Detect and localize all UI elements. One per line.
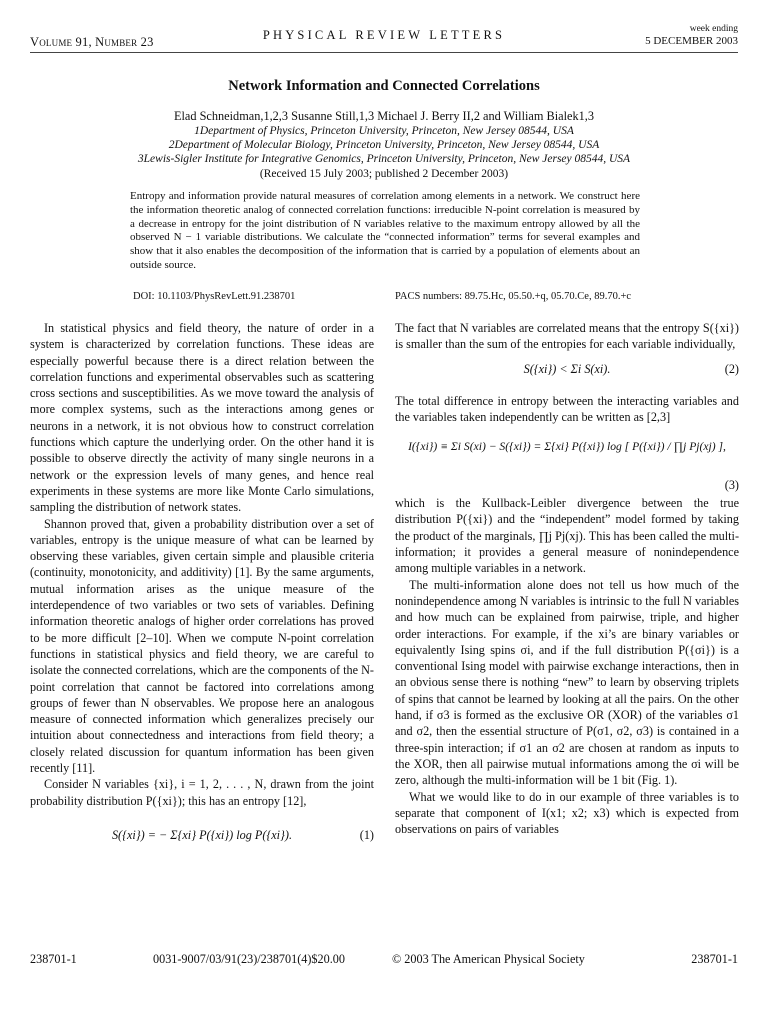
paragraph: The multi-information alone does not tell us how much of the nonindependence among N variables is intrinsic to the full N variables and how much can be explained from pairwise, triple, and higher order interactions. For example, if the xi’s are binary variables or equivalently Ising spins σi, and if the full distribution P({σi}) is a conventional Ising model with pairwise exchange interactions, then in an obvious sense there is nothing “new” to learn by observing triplets of spins that cannot be learned by looking at all the pairs. On the other hand, if σ3 is formed as the exclusive OR (XOR) of the variables σ1 and σ2, then the essential structure of P(σ1, σ2, σ3) is contained in a three-spin interaction; if σ1 an σ2 are chosen at random as inputs to the XOR, then all pairwise mutual informations among the σi will be zero, although the multi-information will be 1 bit (Fig. 1). xyxy=(395,577,739,788)
issue-date xyxy=(645,23,738,47)
right-column xyxy=(395,320,739,837)
journal-name: PHYSICAL REVIEW LETTERS xyxy=(262,28,506,42)
abstract: Entropy and information provide natural measures of correlation among elements in a network. We construct here the information theoretic analog of connected correlation functions: irreducible N-point correlation is measured by a decrease in entropy for the joint distribution of N variables relative to the maximum entropy allowed by all the observed N − 1 variable distributions. We calculate the “connected information” terms for several examples and show that it also enables the decomposition of the information that is carried by a population of elements about an outside source. xyxy=(130,190,640,271)
author-list: Elad Schneidman,1,2,3 Susanne Still,1,3 Michael J. Berry II,2 and William Bialek1,3 xyxy=(173,109,595,123)
equation-1-body: S({xi}) = − Σ{xi} P({xi}) log P({xi}). xyxy=(111,827,293,842)
pacs-numbers: PACS numbers: 89.75.Hc, 05.50.+q, 05.70.Ce, 89.70.+c xyxy=(395,291,632,302)
paragraph: Consider N variables {xi}, i = 1, 2, . . . , N, drawn from the joint probability distribution P({xi}); this has an entropy [12], xyxy=(30,777,374,808)
volume-number: Volume 91, Number 23 xyxy=(30,35,154,49)
affiliation-3: 3Lewis-Sigler Institute for Integrative Genomics, Princeton University, Princeton, New Jersey 08544, USA xyxy=(137,153,631,165)
paper-title: Network Information and Connected Correlations xyxy=(228,78,540,94)
week-ending-label: week ending xyxy=(689,24,738,34)
doi: DOI: 10.1103/PhysRevLett.91.238701 xyxy=(133,291,296,302)
affiliation-2: 2Department of Molecular Biology, Princeton University, Princeton, New Jersey 08544, USA xyxy=(168,139,600,151)
paragraph: The total difference in entropy between the interacting variables and the variables taken independently can be written as [2,3] xyxy=(395,393,739,424)
paragraph: In statistical physics and field theory, the nature of order in a system is characterized by correlation functions. These ideas are especially powerful because there is a direct relation between the correlation functions and experimental observables such as scattering cross sections and susceptibilities. As we move toward the analysis of more complex systems, such as the interactions among genes or neurons in a network, it is not obvious how to construct correlation functions which capture the underlying order. On the other hand it is possible to observe directly the activity of many single neurons in a network or the expression levels of many genes, and hence real experiments in these systems are more like Monte Carlo simulations, sampling the distribution of network states. xyxy=(30,321,374,515)
paragraph: What we would like to do in our example of three variables is to separate that component of I(x1; x2; x3) which is expected from observations on pairs of variables xyxy=(395,789,739,837)
equation-3-number: (3) xyxy=(724,478,739,493)
equation-1 xyxy=(30,823,374,861)
equation-3-body: I({xi}) ≡ Σi S(xi) − S({xi}) = Σ{xi} P({xi}) log [ P({xi}) / ∏j Pj(xj) ], xyxy=(408,440,726,454)
paragraph: which is the Kullback-Leibler divergence between the true distribution P({xi}) and the “independent” model formed by taking the product of the marginals, ∏j Pj(xj). This has been called the multi-information; it provides a general measure of nonindependence among multiple variables in a network. xyxy=(395,496,739,576)
footer-copyright: © 2003 The American Physical Society xyxy=(392,952,585,966)
paragraph: The fact that N variables are correlated means that the entropy S({xi}) is smaller than the sum of the entropies for each variable individually, xyxy=(395,321,739,352)
footer-page-left: 238701-1 xyxy=(30,952,77,966)
equation-3 xyxy=(395,425,739,495)
equation-2-number: (2) xyxy=(724,361,739,376)
left-column xyxy=(30,320,374,861)
paragraph: Shannon proved that, given a probability distribution over a set of variables, entropy is the unique measure of what can be learned by observing these variables, given certain simple and plausible criteria (continuity, monotonicity, and additivity) [1]. By the same arguments, mutual information arises as the unique measure of the interdependence of two variables or two sets of variables. Defining information theoretic analogs of higher order correlations has proved to be more difficult [2–10]. When we compute N-point correlation functions in statistical physics and field theory, we are careful to isolate the connected correlations, which are the components of the N-point correlation that cannot be factored into correlations among groups of fewer than N observables. We propose here an analogous measure of connected information which generalizes precisely our intuition about connectedness and interactions from field theory; a closely related discussion for quantum information has been given recently [11]. xyxy=(30,516,374,776)
equation-1-number: (1) xyxy=(359,827,374,842)
footer-code: 0031-9007/03/91(23)/238701(4)$20.00 xyxy=(153,952,345,966)
equation-2 xyxy=(395,353,739,393)
header-rule xyxy=(30,52,738,53)
issue-date-value: 5 DECEMBER 2003 xyxy=(645,35,738,47)
affiliation-1: 1Department of Physics, Princeton University, Princeton, New Jersey 08544, USA xyxy=(194,125,574,137)
equation-2-body: S({xi}) < Σi S(xi). xyxy=(523,361,611,376)
received-dates: (Received 15 July 2003; published 2 December 2003) xyxy=(259,168,509,180)
footer-page-right: 238701-1 xyxy=(691,952,738,966)
